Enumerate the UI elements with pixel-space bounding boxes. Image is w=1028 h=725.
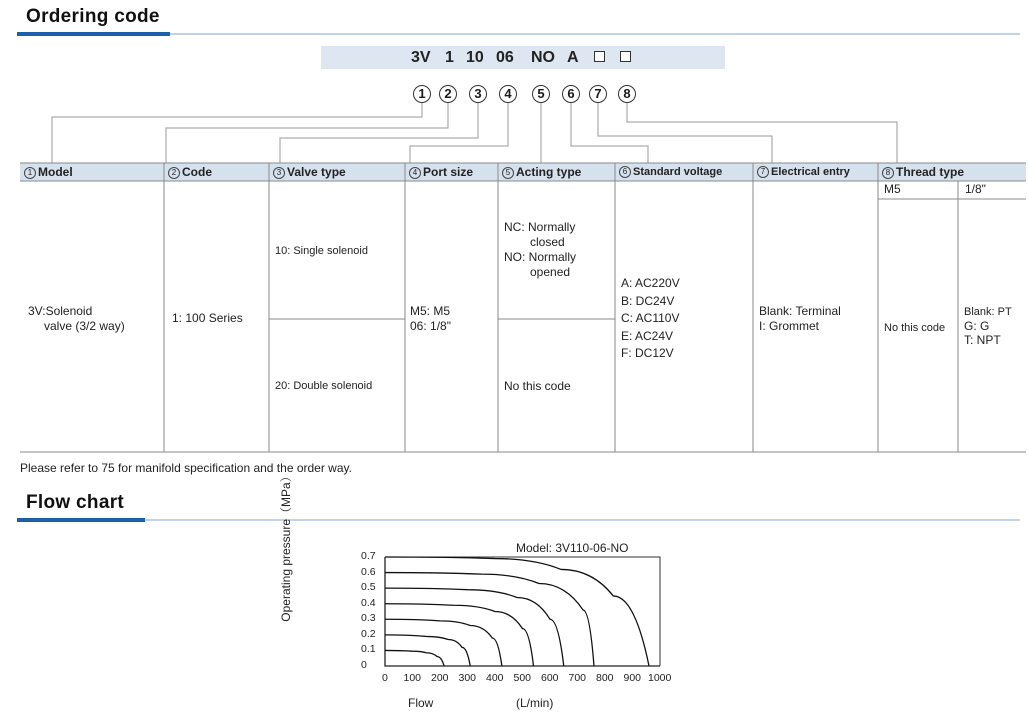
circle-8: 8 <box>618 85 636 103</box>
code-part-code: 1 <box>445 49 454 66</box>
chart-ylabel: Operating pressure（MPa） <box>279 470 293 622</box>
x-tick-1000: 1000 <box>648 672 672 684</box>
circle-4: 4 <box>499 85 517 103</box>
x-tick-400: 400 <box>486 672 504 684</box>
port-value: M5: M5 06: 1/8" <box>410 304 451 333</box>
y-tick-0.4: 0.4 <box>361 596 376 609</box>
valve-double: 20: Double solenoid <box>275 380 373 392</box>
circle-1: 1 <box>413 85 431 103</box>
thread-sub-m5: M5 <box>884 182 901 196</box>
y-tick-0.3: 0.3 <box>361 612 376 625</box>
x-tick-900: 900 <box>623 672 642 684</box>
voltage-list: A: AC220V B: DC24V C: AC110V E: AC24V F: DC12V <box>621 276 680 360</box>
y-tick-0.6: 0.6 <box>361 565 376 578</box>
x-tick-600: 600 <box>541 672 559 684</box>
y-tick-0.2: 0.2 <box>361 627 376 640</box>
flow-curve-1 <box>385 650 444 666</box>
code-value: 1: 100 Series <box>172 311 243 325</box>
x-tick-100: 100 <box>403 672 422 684</box>
y-tick-0.7: 0.7 <box>361 550 376 562</box>
code-part-acting: NO <box>531 49 555 66</box>
code-part-voltage: A <box>567 49 579 66</box>
header-acting-type: 5 Acting type <box>502 163 581 181</box>
y-tick-0: 0 <box>361 659 367 671</box>
thread-m5-value: No this code <box>884 322 946 334</box>
entry-value: Blank: Terminal I: Grommet <box>759 304 841 333</box>
code-part-series: 3V <box>411 49 431 66</box>
header-thread-type: 8 Thread type <box>882 163 964 181</box>
valve-single: 10: Single solenoid <box>275 245 368 257</box>
circle-7: 7 <box>589 85 607 103</box>
header-electrical-entry: 7 Electrical entry <box>757 163 850 181</box>
acting-none: No this code <box>504 379 571 393</box>
chart-title: Model: 3V110-06-NO <box>516 541 629 555</box>
flow-chart-title: Flow chart <box>26 492 125 513</box>
ordering-code-title: Ordering code <box>26 6 160 27</box>
header-port-size: 4 Port size <box>409 163 473 181</box>
thread-eighth-value: Blank: PT G: G T: NPT <box>964 306 1012 347</box>
x-tick-500: 500 <box>513 672 532 684</box>
header-code: 2 Code <box>168 163 212 181</box>
x-tick-800: 800 <box>596 672 614 684</box>
circle-3: 3 <box>469 85 487 103</box>
flow-curve-3 <box>385 619 502 666</box>
circle-6: 6 <box>562 85 580 103</box>
x-tick-200: 200 <box>431 672 449 684</box>
circle-2: 2 <box>439 85 457 103</box>
manifold-note: Please refer to 75 for manifold specification and the order way. <box>20 461 352 475</box>
code-part-port: 06 <box>496 49 514 66</box>
acting-value: NC: Normally closed NO: Normally opened <box>504 220 577 279</box>
y-tick-0.5: 0.5 <box>361 581 376 594</box>
y-tick-0.1: 0.1 <box>361 643 376 656</box>
thread-sub-eighth: 1/8" <box>965 182 986 196</box>
header-standard-voltage: 6 Standard voltage <box>619 163 722 181</box>
code-part-valve: 10 <box>466 49 484 66</box>
x-tick-300: 300 <box>458 672 477 684</box>
x-tick-0: 0 <box>382 672 388 684</box>
model-value: 3V:Solenoid valve (3/2 way) <box>28 304 125 333</box>
x-tick-700: 700 <box>568 672 587 684</box>
circle-5: 5 <box>532 85 550 103</box>
chart-xunit: (L/min) <box>516 696 554 710</box>
flow-curve-5 <box>385 588 564 666</box>
chart-xlabel: Flow <box>408 696 434 710</box>
header-model: 1 Model <box>24 163 73 181</box>
header-valve-type: 3 Valve type <box>273 163 346 181</box>
